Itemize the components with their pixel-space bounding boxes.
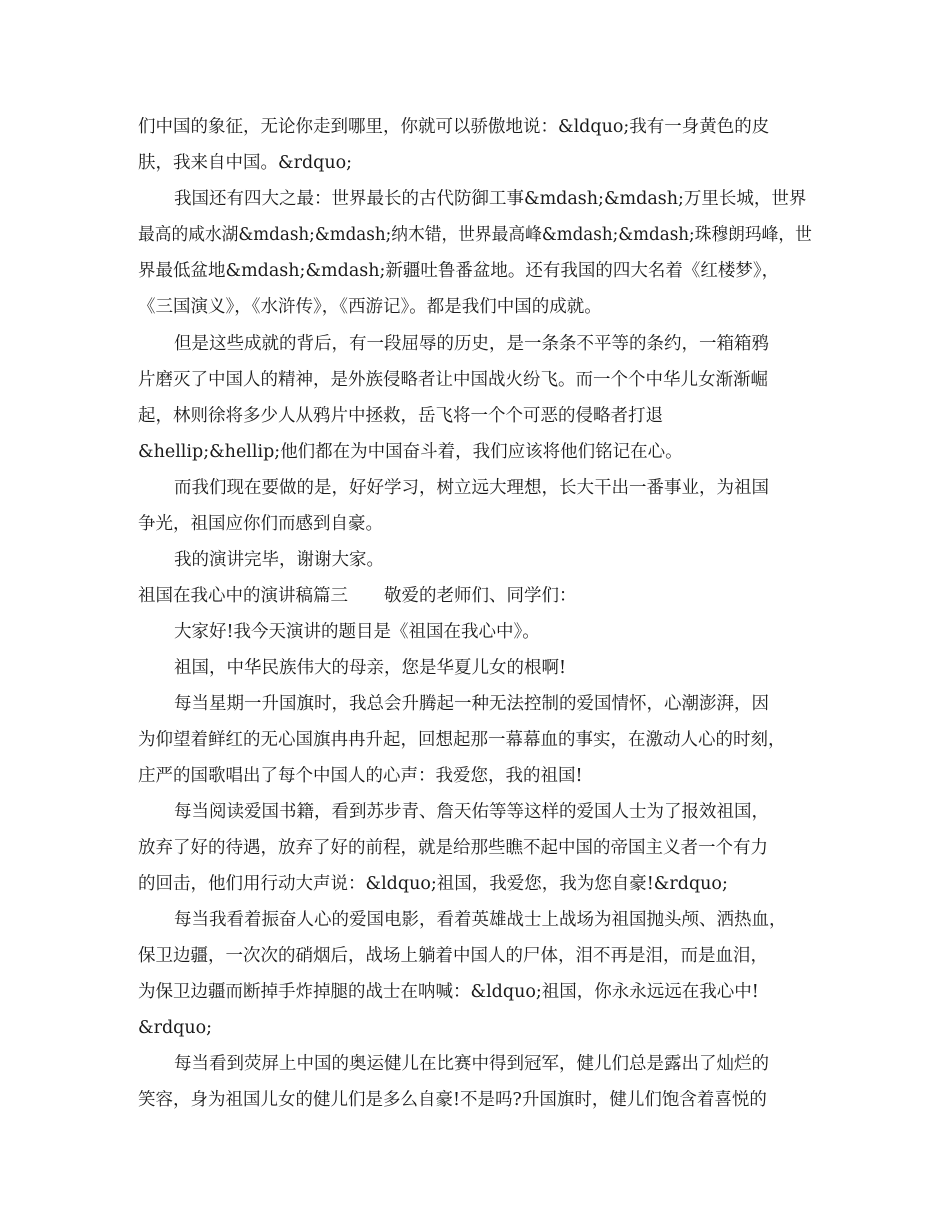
text-line: 《三国演义》，《水浒传》，《西游记》。都是我们中国的成就。 [138, 297, 602, 317]
text-line: 界最低盆地&mdash;&mdash;新疆吐鲁番盆地。还有我国的四大名着《红楼梦》， [138, 261, 780, 281]
text-line: 每当看到荧屏上中国的奥运健儿在比赛中得到冠军，健儿们总是露出了灿烂的 [174, 1054, 769, 1074]
text-line: 片磨灭了中国人的精神，是外族侵略者让中国战火纷飞。而一个个中华儿女渐渐崛 [138, 370, 768, 390]
text-line: 但是这些成就的背后，有一段屈辱的历史，是一条条不平等的条约，一箱箱鸦 [174, 334, 769, 354]
text-line: 们中国的象征，无论你走到哪里，你就可以骄傲地说：&ldquo;我有一身黄色的皮 [138, 117, 770, 137]
text-line: 为仰望着鲜红的无心国旗冉冉升起，回想起那一幕幕血的事实，在激动人心的时刻， [138, 730, 786, 750]
text-line: 庄严的国歌唱出了每个中国人的心声：我爱您，我的祖国! [138, 766, 583, 786]
text-line: 祖国，中华民族伟大的母亲，您是华夏儿女的根啊! [174, 658, 567, 678]
text-line: 而我们现在要做的是，好好学习，树立远大理想，长大干出一番事业，为祖国 [174, 478, 769, 498]
greeting: 敬爱的老师们、同学们： [384, 586, 577, 606]
text-line: 争光，祖国应你们而感到自豪。 [138, 514, 383, 534]
text-line: 笑容，身为祖国儿女的健儿们是多么自豪!不是吗?升国旗时，健儿们饱含着喜悦的 [138, 1090, 767, 1110]
text-line: 肤，我来自中国。&rdquo; [138, 153, 353, 173]
section-title: 祖国在我心中的演讲稿篇三 [138, 586, 348, 606]
text-line: 保卫边疆，一次次的硝烟后，战场上躺着中国人的尸体，泪不再是泪，而是血泪， [138, 946, 768, 966]
text-line: 放弃了好的待遇，放弃了好的前程，就是给那些瞧不起中国的帝国主义者一个有力 [138, 838, 768, 858]
text-line: 每当星期一升国旗时，我总会升腾起一种无法控制的爱国情怀，心潮澎湃，因 [174, 694, 769, 714]
text-line: 为保卫边疆而断掉手炸掉腿的战士在呐喊：&ldquo;祖国，你永永远远在我心中! [138, 982, 759, 1002]
text-line: 最高的咸水湖&mdash;&mdash;纳木错，世界最高峰&mdash;&mdash;珠穆朗玛峰，世 [138, 225, 812, 245]
text-line: &hellip;&hellip;他们都在为中国奋斗着，我们应该将他们铭记在心。 [138, 442, 683, 462]
text-line: 起，林则徐将多少人从鸦片中拯救，岳飞将一个个可恶的侵略者打退 [138, 406, 663, 426]
text-line: 我的演讲完毕，谢谢大家。 [174, 550, 384, 570]
text-line: 每当阅读爱国书籍，看到苏步青、詹天佑等等这样的爱国人士为了报效祖国， [174, 802, 769, 822]
section-heading [138, 585, 577, 607]
text-line: 我国还有四大之最：世界最长的古代防御工事&mdash;&mdash;万里长城，世界 [174, 189, 807, 209]
text-line: 大家好!我今天演讲的题目是《祖国在我心中》。 [174, 622, 540, 642]
text-line: &rdquo; [138, 1018, 213, 1038]
text-line: 的回击，他们用行动大声说：&ldquo;祖国，我爱您，我为您自豪!&rdquo; [138, 874, 728, 894]
text-line: 每当我看着振奋人心的爱国电影，看着英雄战士上战场为祖国抛头颅、洒热血， [174, 910, 787, 930]
